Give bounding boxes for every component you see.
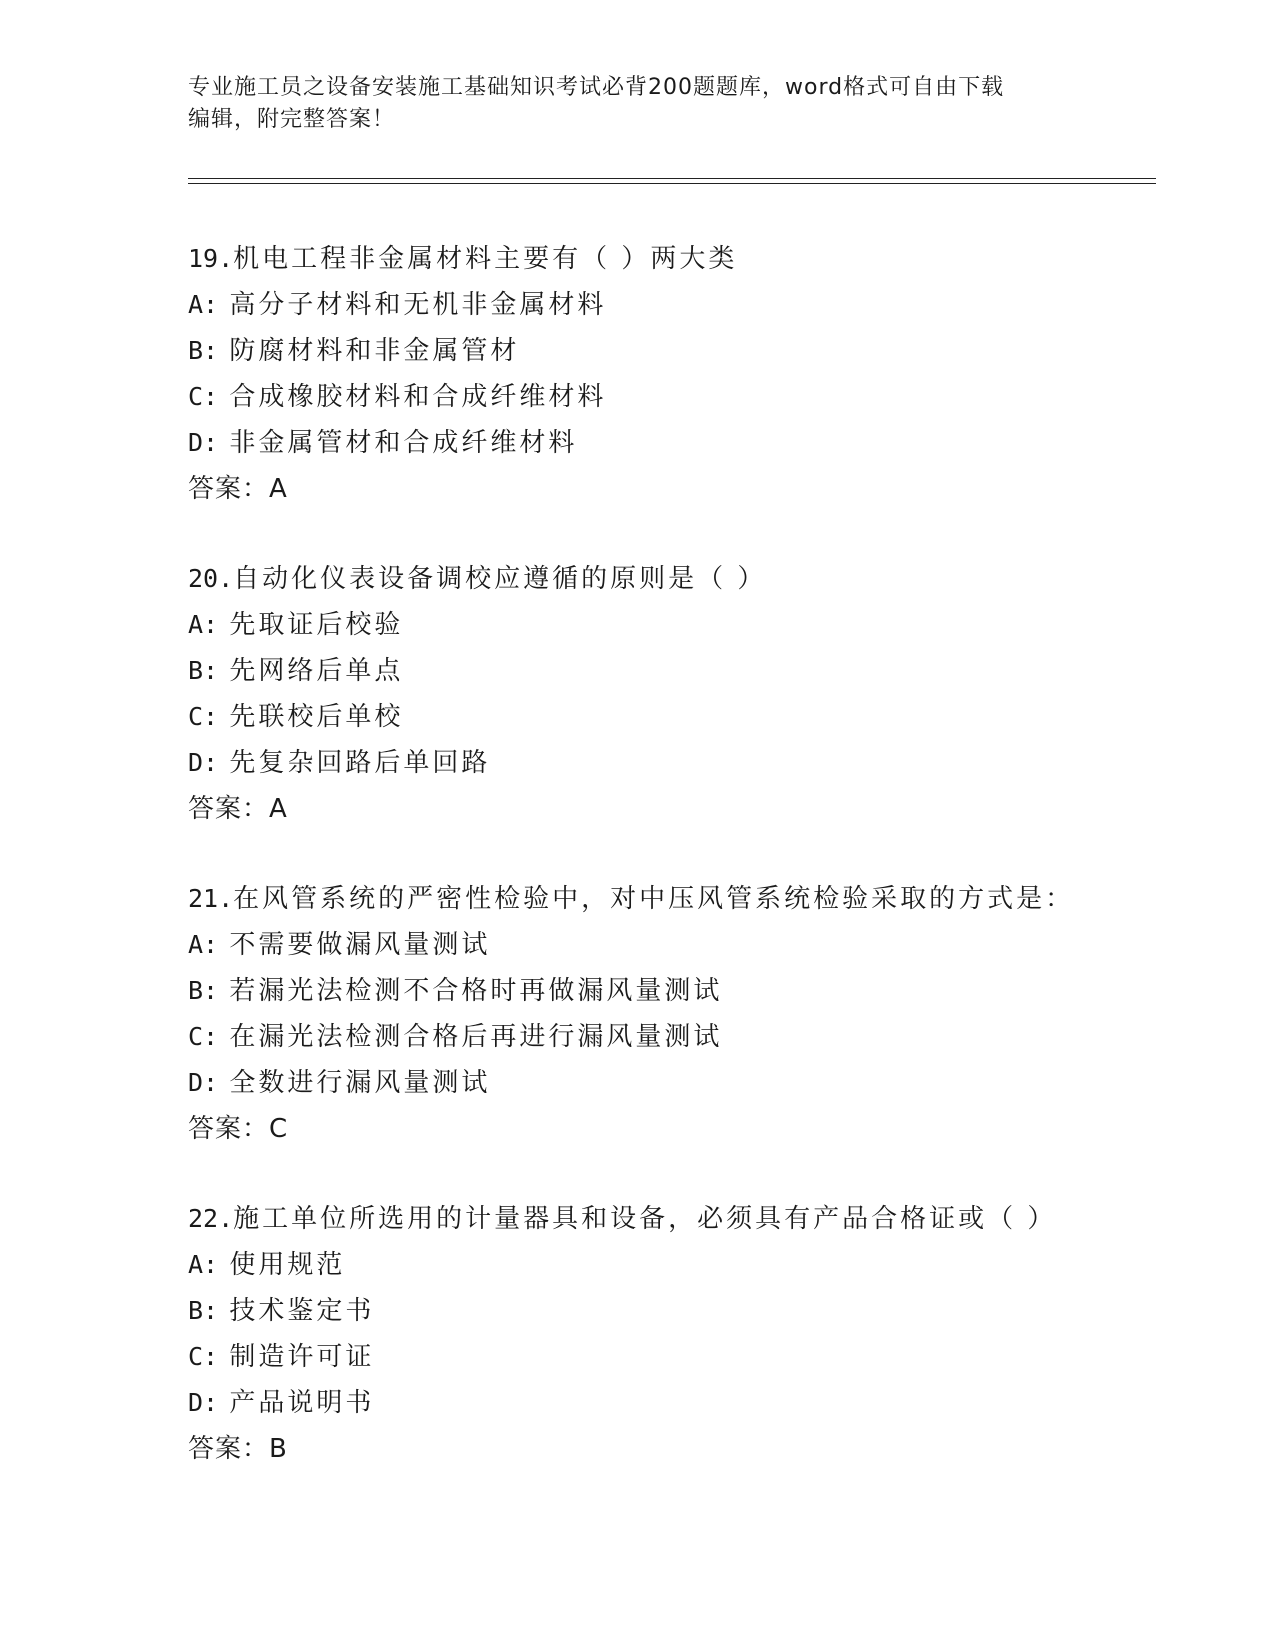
option-a xyxy=(188,922,1148,968)
header-title-line-1: 专业施工员之设备安装施工基础知识考试必背200题题库，word格式可自由下载 xyxy=(188,75,1005,100)
question-stem xyxy=(188,556,1148,602)
option-label: B: xyxy=(188,336,219,365)
option-d xyxy=(188,740,1148,786)
question-20 xyxy=(188,556,1148,832)
option-label: D: xyxy=(188,1068,219,1097)
option-text: 全数进行漏风量测试 xyxy=(229,1068,491,1098)
option-label: A: xyxy=(188,1250,219,1279)
option-a xyxy=(188,1242,1148,1288)
option-label: D: xyxy=(188,1388,219,1417)
option-text: 先复杂回路后单回路 xyxy=(229,748,491,778)
option-text: 非金属管材和合成纤维材料 xyxy=(229,428,578,458)
option-a xyxy=(188,602,1148,648)
answer-line: 答案：C xyxy=(188,1114,289,1144)
option-label: C: xyxy=(188,702,219,731)
option-label: B: xyxy=(188,1296,219,1325)
option-label: C: xyxy=(188,382,219,411)
question-stem xyxy=(188,876,1148,922)
option-text: 若漏光法检测不合格时再做漏风量测试 xyxy=(229,976,723,1006)
question-number: 21. xyxy=(188,884,234,913)
option-text: 制造许可证 xyxy=(229,1342,375,1372)
option-label: D: xyxy=(188,748,219,777)
option-c xyxy=(188,374,1148,420)
question-stem xyxy=(188,236,1148,282)
option-label: B: xyxy=(188,976,219,1005)
header-divider-top xyxy=(188,178,1156,179)
answer-line: 答案：A xyxy=(188,794,288,824)
question-number: 20. xyxy=(188,564,234,593)
option-label: D: xyxy=(188,428,219,457)
question-stem xyxy=(188,1196,1148,1242)
answer-line: 答案：B xyxy=(188,1434,288,1464)
header-divider-bottom xyxy=(188,183,1156,184)
option-d xyxy=(188,420,1148,466)
option-label: A: xyxy=(188,290,219,319)
question-21 xyxy=(188,876,1148,1152)
option-label: C: xyxy=(188,1342,219,1371)
answer-line: 答案：A xyxy=(188,474,288,504)
option-b xyxy=(188,1288,1148,1334)
question-19 xyxy=(188,236,1148,512)
option-text: 产品说明书 xyxy=(229,1388,375,1418)
option-text: 先取证后校验 xyxy=(229,610,404,640)
option-a xyxy=(188,282,1148,328)
option-b xyxy=(188,968,1148,1014)
option-c xyxy=(188,1014,1148,1060)
option-c xyxy=(188,1334,1148,1380)
option-text: 使用规范 xyxy=(229,1250,346,1280)
header-title-line-2: 编辑，附完整答案！ xyxy=(188,107,396,132)
document-header xyxy=(188,72,1088,136)
option-d xyxy=(188,1060,1148,1106)
option-label: A: xyxy=(188,930,219,959)
option-text: 先联校后单校 xyxy=(229,702,404,732)
option-text: 合成橡胶材料和合成纤维材料 xyxy=(229,382,607,412)
option-text: 在漏光法检测合格后再进行漏风量测试 xyxy=(229,1022,723,1052)
option-label: A: xyxy=(188,610,219,639)
question-text: 机电工程非金属材料主要有（ ）两大类 xyxy=(233,244,738,274)
option-text: 先网络后单点 xyxy=(229,656,404,686)
question-text: 施工单位所选用的计量器具和设备，必须具有产品合格证或（ ） xyxy=(233,1204,1057,1234)
option-b xyxy=(188,648,1148,694)
question-text: 在风管系统的严密性检验中，对中压风管系统检验采取的方式是： xyxy=(233,884,1075,914)
option-b xyxy=(188,328,1148,374)
question-number: 19. xyxy=(188,244,234,273)
option-label: B: xyxy=(188,656,219,685)
option-text: 不需要做漏风量测试 xyxy=(229,930,491,960)
option-label: C: xyxy=(188,1022,219,1051)
option-text: 高分子材料和无机非金属材料 xyxy=(229,290,607,320)
option-c xyxy=(188,694,1148,740)
option-d xyxy=(188,1380,1148,1426)
question-text: 自动化仪表设备调校应遵循的原则是（ ） xyxy=(233,564,767,594)
option-text: 防腐材料和非金属管材 xyxy=(229,336,520,366)
question-22 xyxy=(188,1196,1148,1472)
option-text: 技术鉴定书 xyxy=(229,1296,375,1326)
question-number: 22. xyxy=(188,1204,234,1233)
